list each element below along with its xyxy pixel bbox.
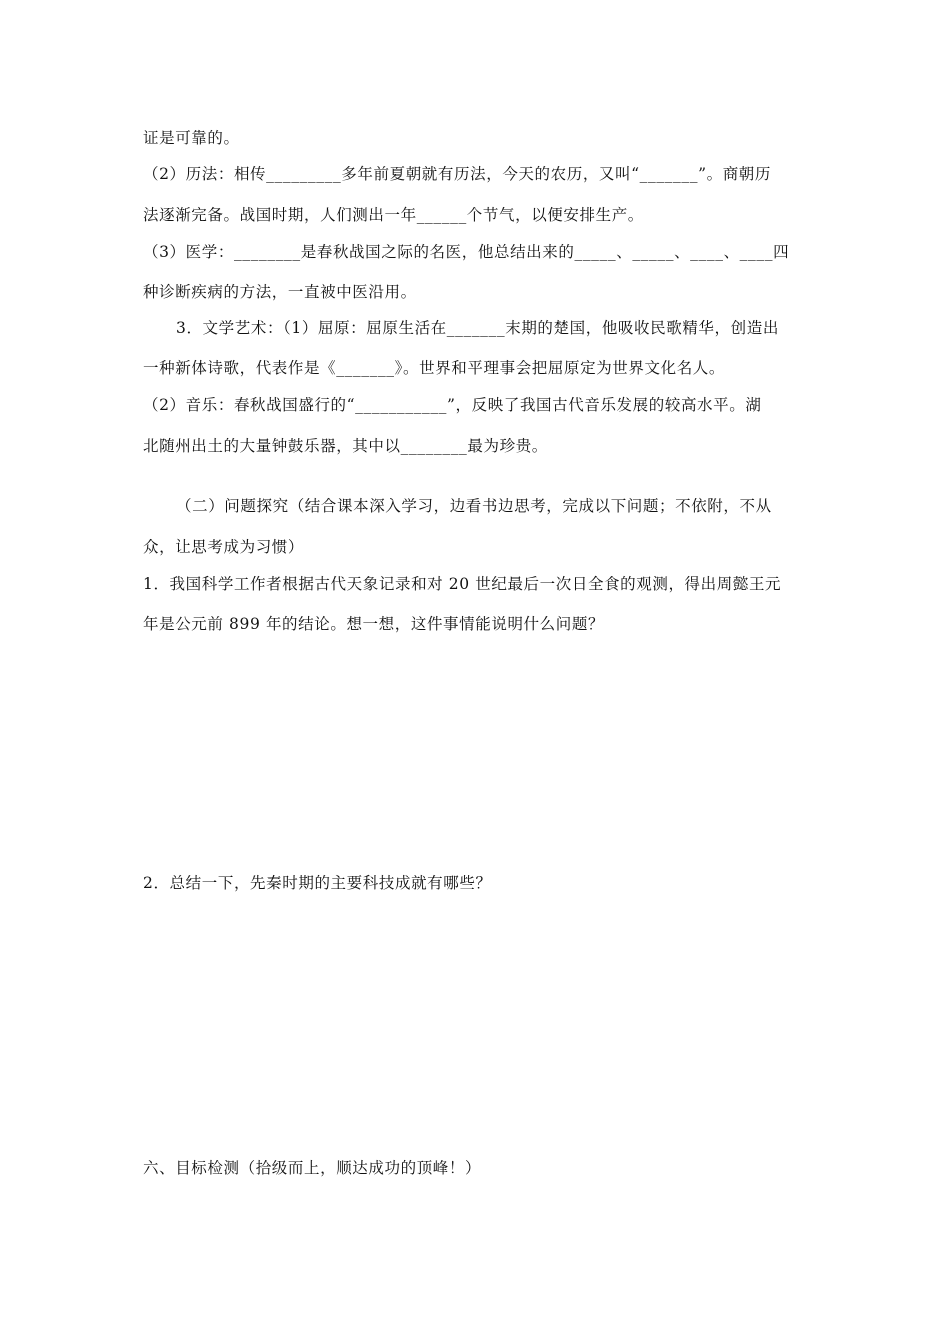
text-line-7: 一种新体诗歌，代表作是《_______》。世界和平理事会把屈原定为世界文化名人。 xyxy=(143,359,726,377)
text-line-14: 2．总结一下，先秦时期的主要科技成就有哪些？ xyxy=(143,874,492,892)
text-line-11: 众，让思考成为习惯） xyxy=(143,538,305,556)
text-line-1: 证是可靠的。 xyxy=(143,129,240,147)
text-line-8: （2）音乐：春秋战国盛行的“___________”，反映了我国古代音乐发展的较高水平。湖 xyxy=(143,396,762,414)
text-line-9: 北随州出土的大量钟鼓乐器，其中以________最为珍贵。 xyxy=(143,437,548,455)
text-line-3: 法逐渐完备。战国时期，人们测出一年______个节气，以便安排生产。 xyxy=(143,206,644,224)
text-line-4: （3）医学：________是春秋战国之际的名医，他总结出来的_____、_____、____、____四 xyxy=(143,243,790,261)
text-line-10: （二）问题探究（结合课本深入学习，边看书边思考，完成以下问题；不依附，不从 xyxy=(176,497,772,515)
text-line-6: 3．文学艺术：（1）屈原：屈原生活在_______末期的楚国，他吸收民歌精华，创造出 xyxy=(176,319,779,337)
text-line-5: 种诊断疾病的方法，一直被中医沿用。 xyxy=(143,283,417,301)
text-line-13: 年是公元前 899 年的结论。想一想，这件事情能说明什么问题？ xyxy=(143,615,605,633)
text-line-2: （2）历法：相传_________多年前夏朝就有历法，今天的农历，又叫“_______”。商朝历 xyxy=(143,165,772,183)
text-line-12: 1．我国科学工作者根据古代天象记录和对 20 世纪最后一次日全食的观测，得出周懿王元 xyxy=(143,575,782,593)
section-heading: 六、目标检测（拾级而上，顺达成功的顶峰！） xyxy=(143,1159,482,1177)
